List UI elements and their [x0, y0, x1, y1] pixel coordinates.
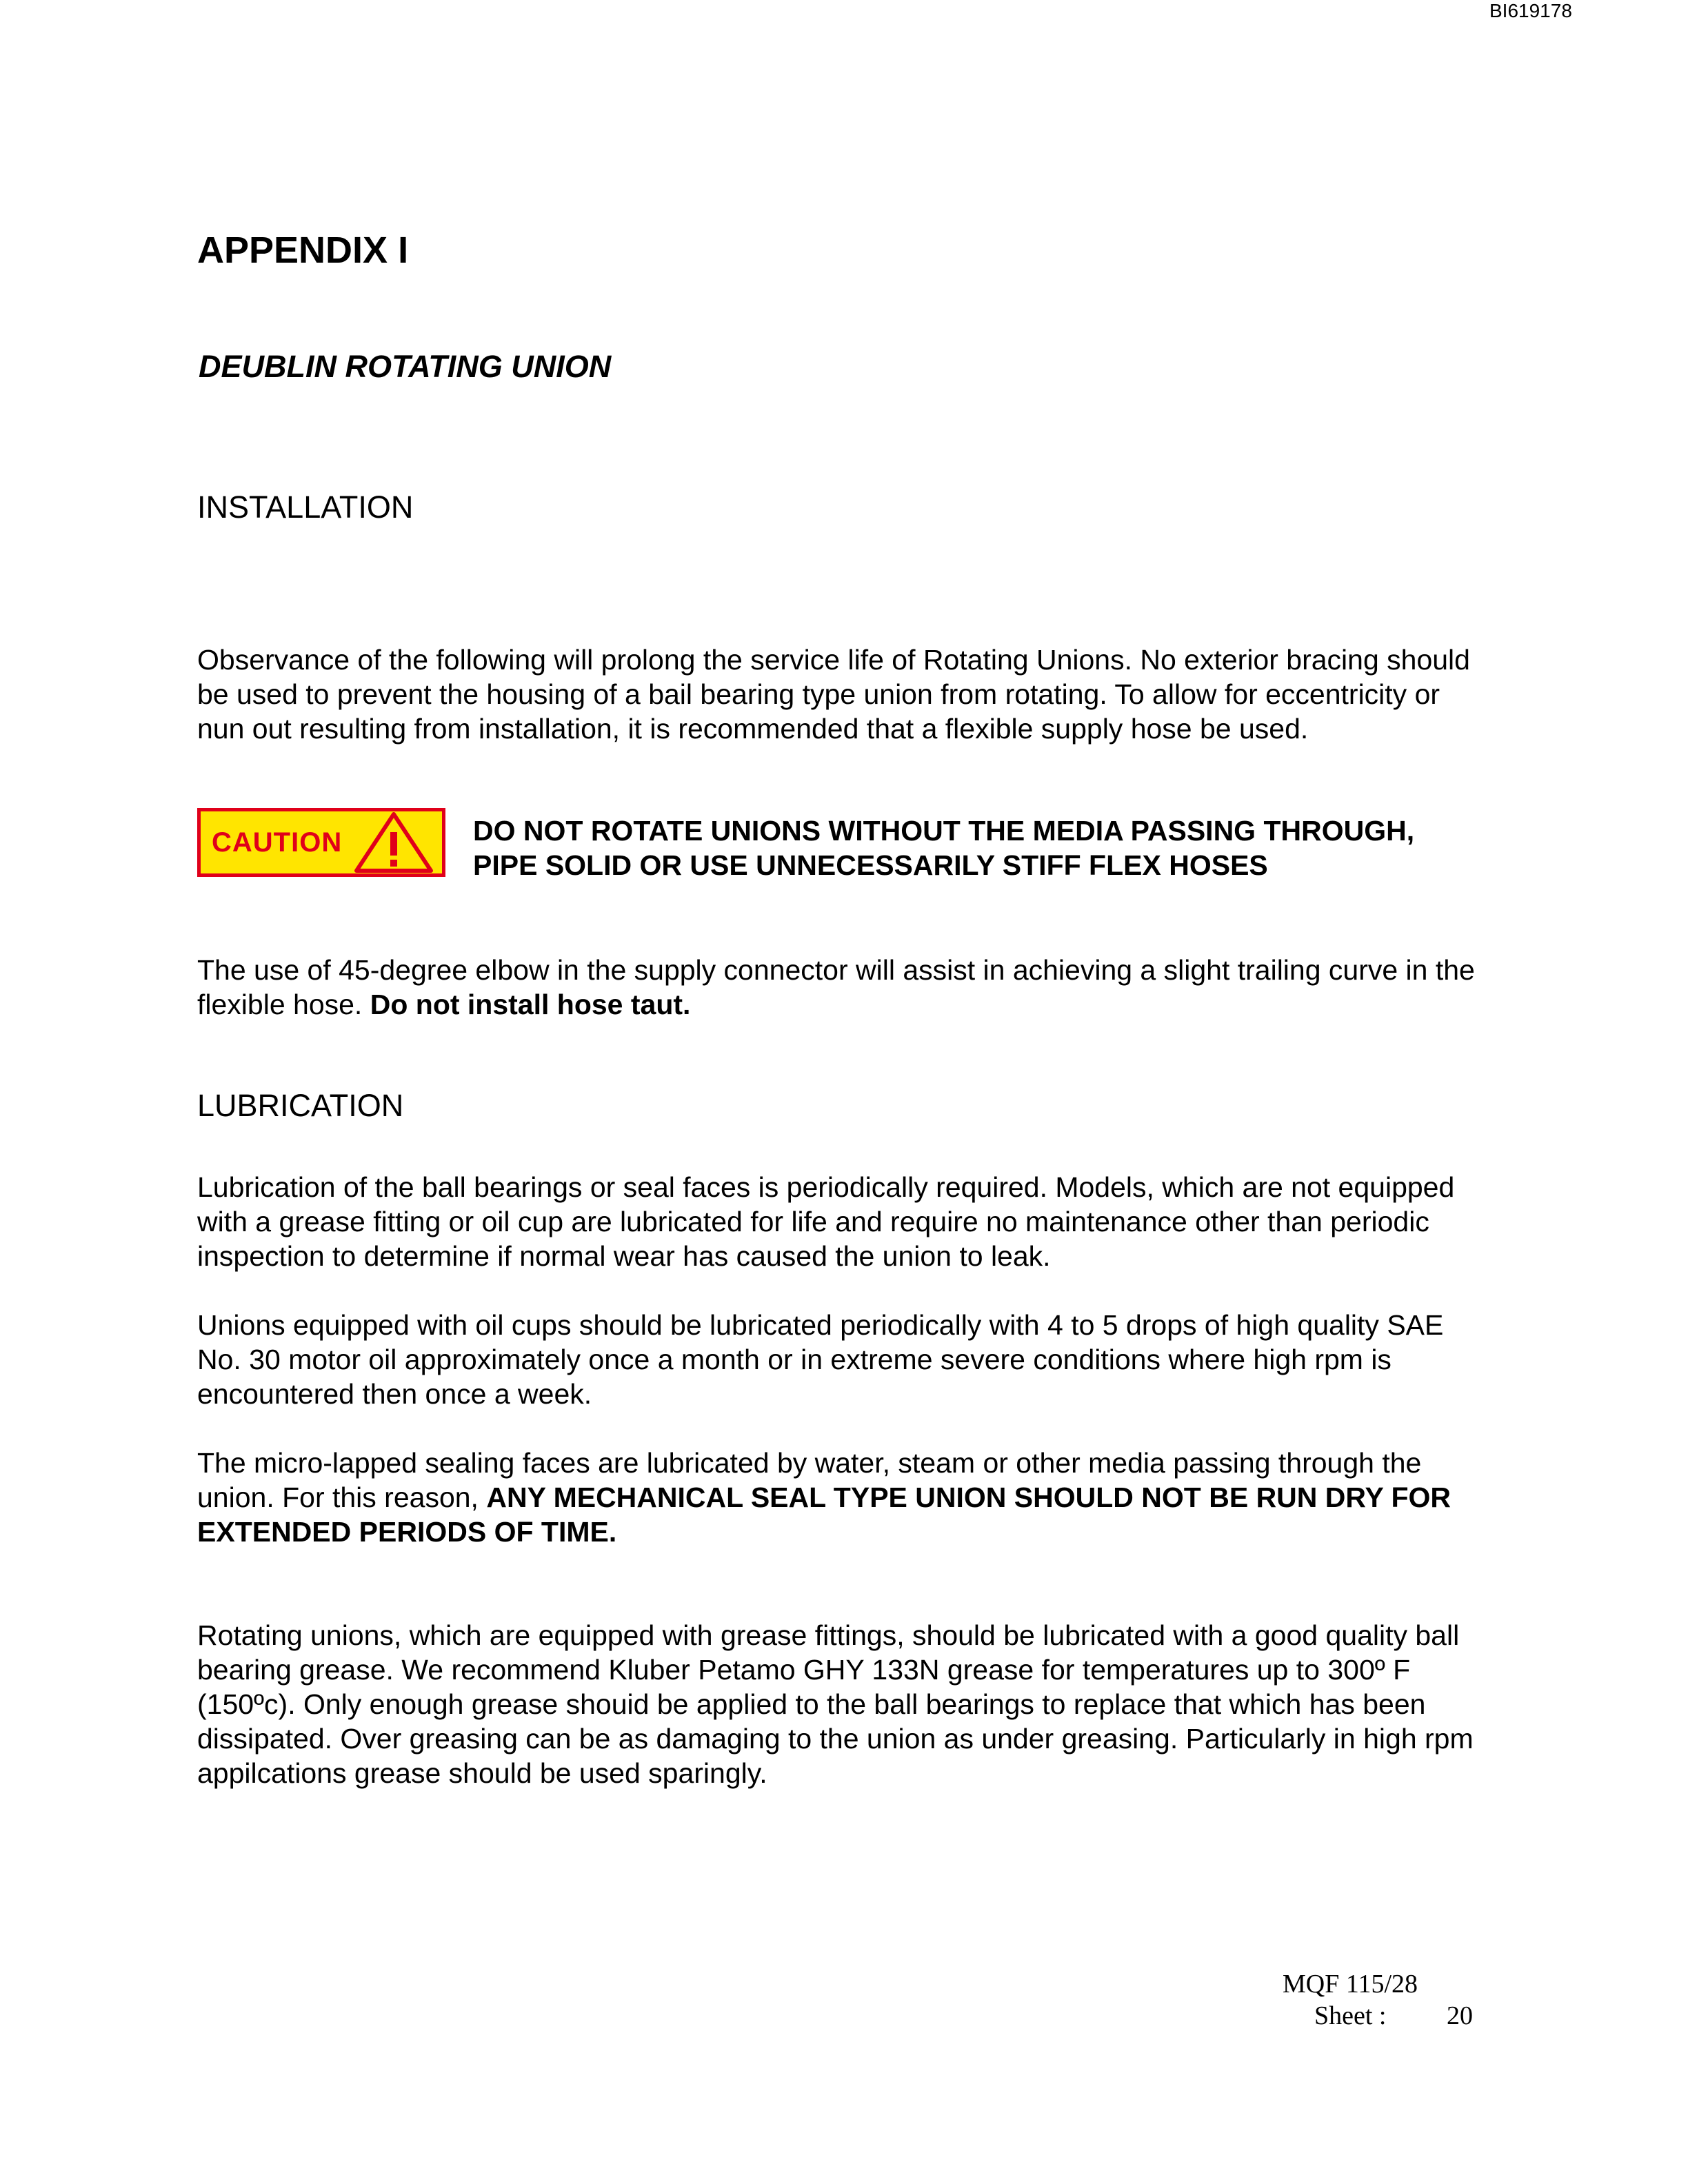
installation-heading: INSTALLATION — [197, 489, 414, 525]
caution-label: CAUTION — [212, 827, 343, 858]
lubrication-paragraph-3-text: The micro-lapped sealing faces are lubricated by water, steam or other media passing through the union. For this reason, — [197, 1447, 1422, 1513]
sheet-label: Sheet : — [1314, 2001, 1387, 2030]
caution-message: DO NOT ROTATE UNIONS WITHOUT THE MEDIA PASSING THROUGH, PIPE SOLID OR USE UNNECESSARILY STIFF FLEX HOSES — [473, 815, 1415, 881]
document-id: BI619178 — [1489, 0, 1572, 21]
lubrication-warning-bold: ANY MECHANICAL SEAL TYPE UNION SHOULD NOT BE RUN DRY FOR EXTENDED PERIODS OF TIME. — [197, 1482, 1451, 1548]
sheet-number: 20 — [1447, 2001, 1473, 2030]
lubrication-paragraph-3 — [197, 1446, 1480, 1549]
document-subtitle: DEUBLIN ROTATING UNION — [199, 349, 612, 384]
lubrication-heading: LUBRICATION — [197, 1088, 404, 1123]
caution-label-box — [197, 808, 445, 877]
installation-paragraph-2-text: The use of 45-degree elbow in the supply connector will assist in achieving a slight trailing curve in the flexible hose. — [197, 954, 1475, 1020]
installation-warning-bold: Do not install hose taut. — [370, 989, 691, 1020]
form-code: MQF 115/28 — [1283, 1970, 1418, 1999]
installation-paragraph-2 — [197, 953, 1507, 1022]
lubrication-paragraph-1: Lubrication of the ball bearings or seal faces is periodically required. Models, which are not equipped with a grease fitting or oil cup are lubricated for life and require no maintenance other than periodic inspection to determine if normal wear has caused the union to leak. — [197, 1171, 1455, 1272]
page-title: APPENDIX I — [197, 230, 409, 271]
installation-paragraph-1: Observance of the following will prolong the service life of Rotating Unions. No exterior bracing should be used to prevent the housing of a bail bearing type union from rotating. To allow for eccentricity or nun out resulting from installation, it is recommended that a flexible supply hose be used. — [197, 644, 1470, 745]
lubrication-paragraph-2: Unions equipped with oil cups should be lubricated periodically with 4 to 5 drops of high quality SAE No. 30 motor oil approximately once a month or in extreme severe conditions where high rpm is encountered then once a week. — [197, 1309, 1444, 1410]
lubrication-paragraph-4: Rotating unions, which are equipped with grease fittings, should be lubricated with a good quality ball bearing grease. We recommend Kluber Petamo GHY 133N grease for temperatures up to 300º F (150ºc). Only enough grease shouid be applied to the ball bearings to replace that which has been dissipated. Over greasing can be as damaging to the union as under greasing. Particularly in high rpm appilcations grease should be used sparingly. — [197, 1619, 1474, 1789]
warning-triangle-icon — [354, 811, 434, 873]
